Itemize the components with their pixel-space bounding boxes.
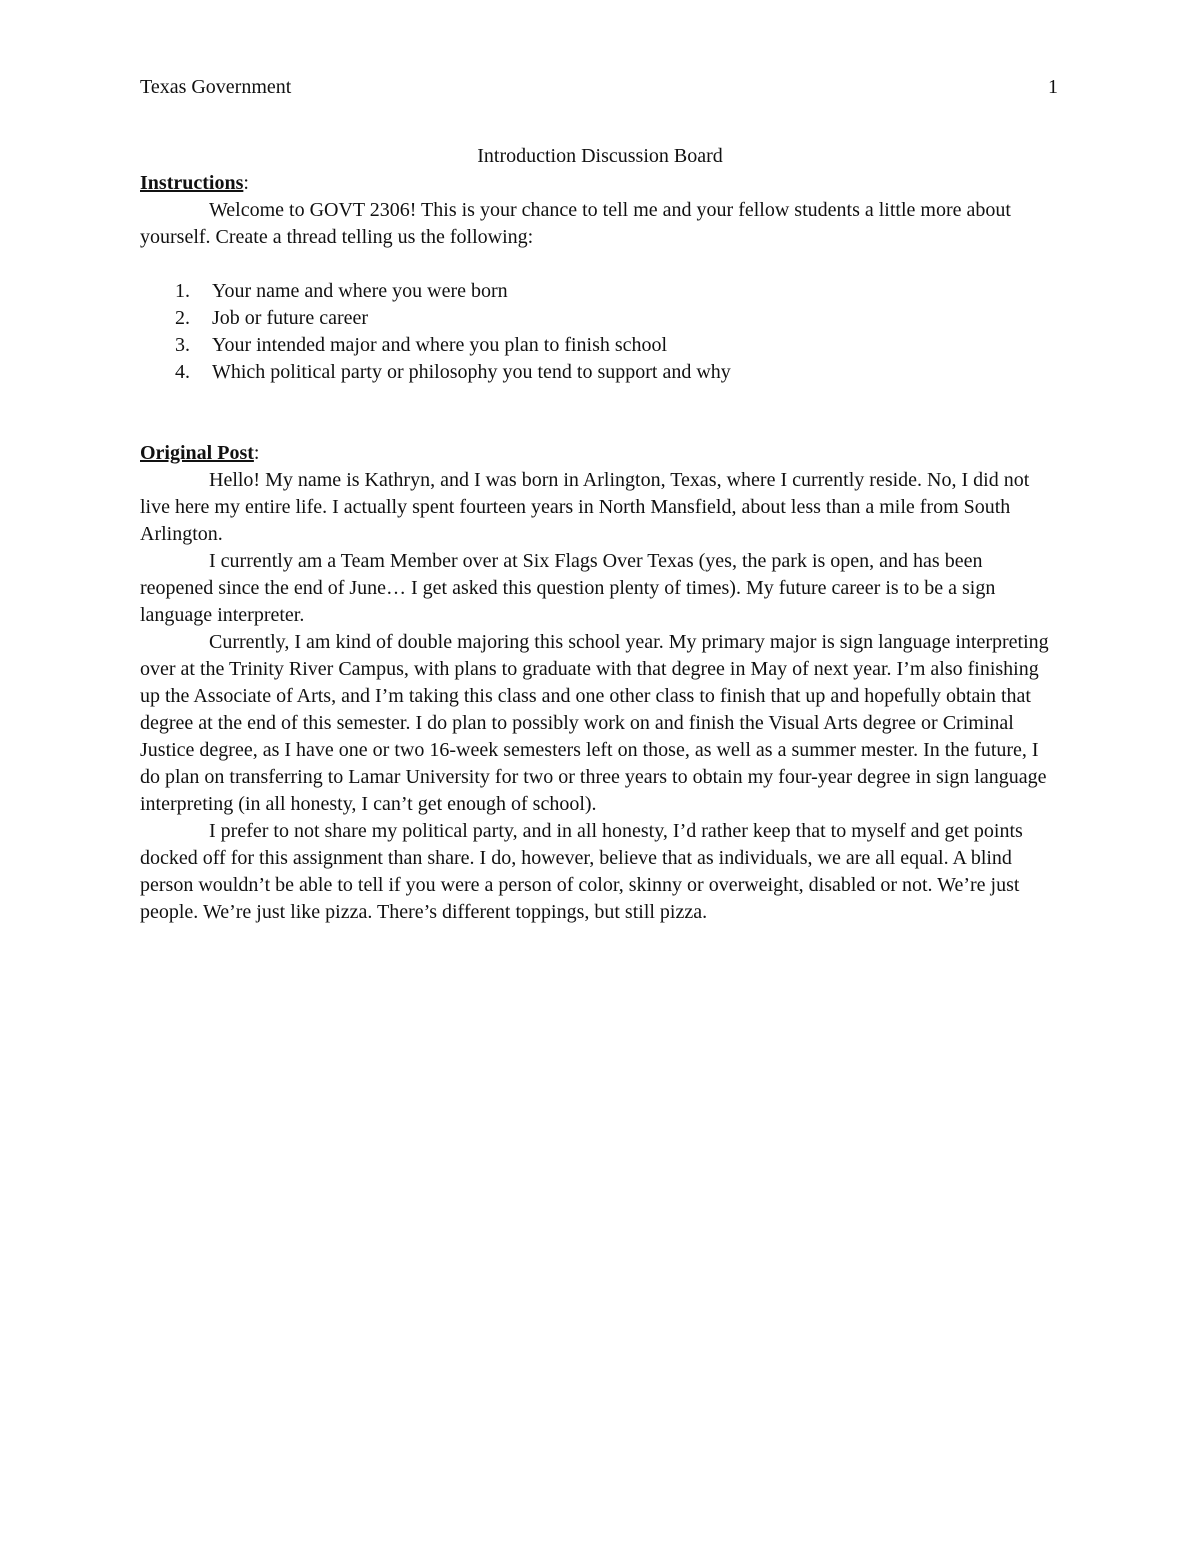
instructions-section [140,170,1060,386]
original-post-heading-colon: : [253,442,260,464]
list-item-number: 4. [175,361,190,383]
post-paragraph-politics: I prefer to not share my political party, and in all honesty, I’d rather keep that to myself and get points docked off for this assignment than share. I do, however, believe that as individuals, we are all equal. A blind person wouldn’t be able to tell if you were a person of color, skinny or overweight, disabled or not. We’re just people. We’re just like pizza. There’s different toppings, but still pizza. [140,820,1023,923]
instructions-list [140,278,1060,386]
document-title: Introduction Discussion Board [477,145,723,167]
list-item-number: 3. [175,334,190,356]
post-paragraph-job: I currently am a Team Member over at Six Flags Over Texas (yes, the park is open, and has been reopened since the end of June… I get asked this question plenty of times). My future career is to be a sign language interpreter. [140,550,996,626]
list-item [175,332,1060,359]
list-item-number: 1. [175,280,190,302]
list-item-number: 2. [175,307,190,329]
instructions-heading-colon: : [243,172,249,194]
instructions-intro: Welcome to GOVT 2306! This is your chance to tell me and your fellow students a little more about yourself. Create a thread telling us the following: [140,199,1011,248]
list-item-text: Job or future career [212,307,369,329]
post-paragraph-major: Currently, I am kind of double majoring this school year. My primary major is sign language interpreting over at the Trinity River Campus, with plans to graduate with that degree in May of next year. I’m also finishing up the Associate of Arts, and I’m taking this class and one other class to finish that up and hopefully obtain that degree at the end of this semester. I do plan to possibly work on and finish the Visual Arts degree or Criminal Justice degree, as I have one or two 16-week semesters left on those, as well as a summer mester. In the future, I do plan on transferring to Lamar University for two or three years to obtain my four-year degree in sign language interpreting (in all honesty, I can’t get enough of school). [140,631,1049,815]
list-item-text: Your intended major and where you plan to finish school [212,334,668,356]
list-item [175,305,1060,332]
page-number: 1 [1048,76,1058,98]
post-paragraph-intro: Hello! My name is Kathryn, and I was born in Arlington, Texas, where I currently reside. No, I did not live here my entire life. I actually spent fourteen years in North Mansfield, about less than a mile from South Arlington. [140,469,1030,545]
instructions-heading [140,170,1060,197]
list-item-text: Your name and where you were born [212,280,508,302]
list-item [175,278,1060,305]
list-item-text: Which political party or philosophy you tend to support and why [212,361,731,383]
original-post-section [140,440,1060,926]
original-post-heading [140,440,1060,467]
instructions-heading-text: Instructions [140,172,244,194]
running-header-title: Texas Government [140,76,292,98]
original-post-heading-text: Original Post [140,442,254,464]
list-item [175,359,1060,386]
